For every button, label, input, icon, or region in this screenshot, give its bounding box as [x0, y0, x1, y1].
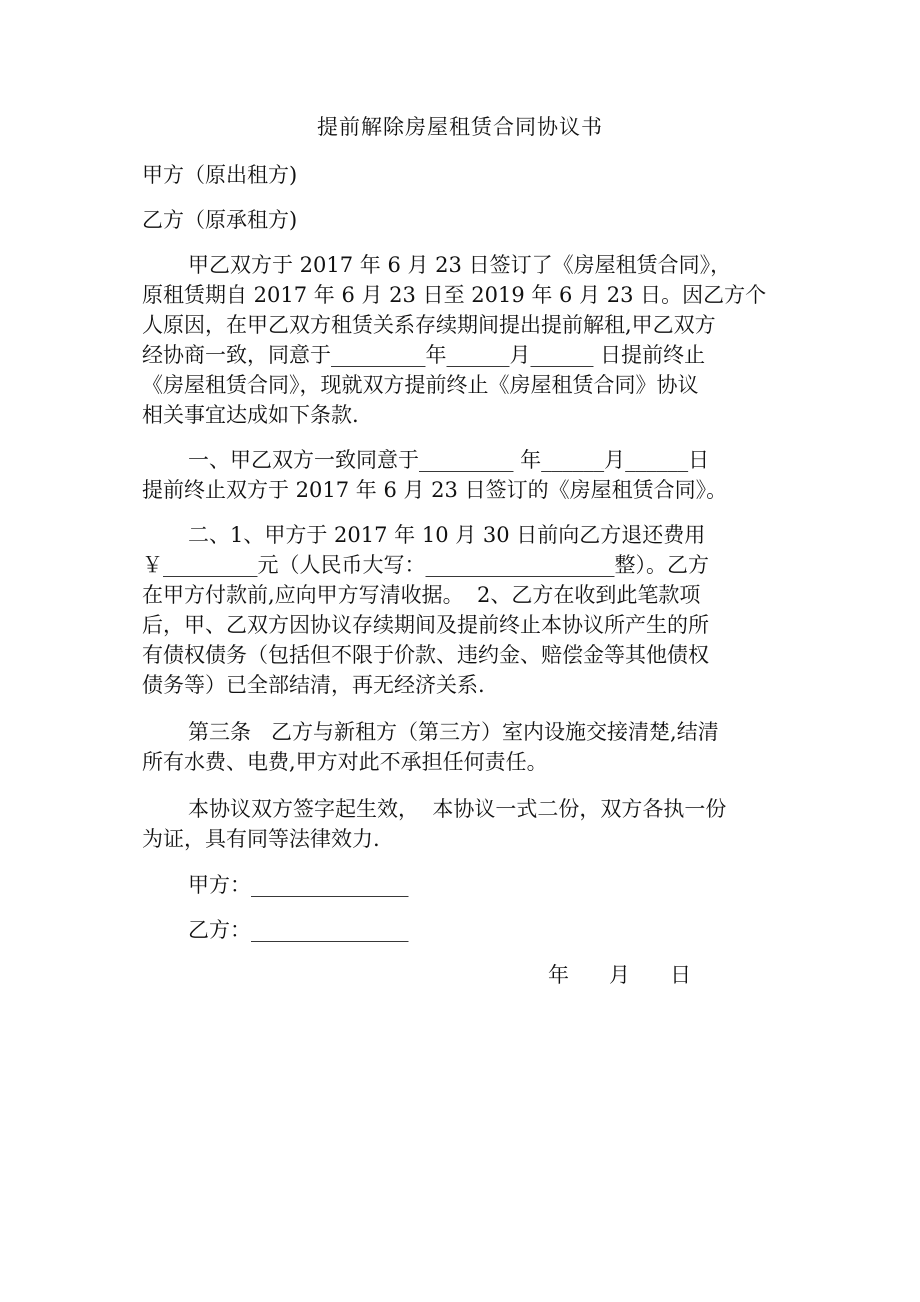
signature-party-b: 乙方：_______________: [188, 918, 409, 942]
signature-party-a: 甲方：_______________: [188, 873, 409, 897]
paragraph-line: 甲乙双方于 2017 年 6 月 23 日签订了《房屋租赁合同》，: [188, 253, 732, 277]
paragraph-line: 人原因，在甲乙双方租赁关系存续期间提出提前解租,甲乙双方: [142, 313, 716, 337]
paragraph-line: 所有水费、电费,甲方对此不承担任何责任。: [142, 750, 548, 774]
paragraph-clause-3: [142, 717, 778, 777]
paragraph-line: 经协商一致，同意于_________年______月______ 日提前终止: [142, 343, 706, 367]
paragraph-line: 提前终止双方于 2017 年 6 月 23 日签订的《房屋租赁合同》。: [142, 478, 728, 502]
paragraph-line: 二、1、甲方于 2017 年 10 月 30 日前向乙方退还费用: [188, 523, 706, 547]
paragraph-line: 有债权债务（包括但不限于价款、违约金、赔偿金等其他债权: [142, 643, 709, 667]
paragraph-clause-1: [142, 445, 778, 505]
paragraph-line: 本协议双方签字起生效， 本协议一式二份，双方各执一份: [188, 797, 727, 821]
paragraph-effect: [142, 794, 778, 854]
paragraph-clause-2: [142, 520, 778, 700]
paragraph-intro: [142, 250, 778, 430]
paragraph-line: 在甲方付款前,应向甲方写清收据。 2、乙方在收到此笔款项: [142, 583, 701, 607]
paragraph-line: 一、甲乙双方一致同意于_________ 年______月______日: [188, 448, 710, 472]
party-b-label: 乙方（原承租方): [142, 208, 298, 232]
signature-date: 年 月 日: [548, 963, 692, 987]
party-a-label: 甲方（原出租方): [142, 163, 298, 187]
paragraph-line: 《房屋租赁合同》，现就双方提前终止《房屋租赁合同》协议: [142, 373, 699, 397]
paragraph-line: 第三条 乙方与新租方（第三方）室内设施交接清楚,结清: [188, 720, 719, 744]
paragraph-line: 相关事宜达成如下条款.: [142, 403, 359, 427]
document-title: 提前解除房屋租赁合同协议书: [317, 115, 603, 139]
paragraph-line: 债务等）已全部结清，再无经济关系.: [142, 673, 485, 697]
paragraph-line: 原租赁期自 2017 年 6 月 23 日至 2019 年 6 月 23 日。因乙方个: [142, 283, 767, 307]
paragraph-line: 后，甲、乙双方因协议存续期间及提前终止本协议所产生的所: [142, 613, 709, 637]
paragraph-line: ￥_________元（人民币大写：__________________整）。乙方: [142, 553, 709, 577]
paragraph-line: 为证，具有同等法律效力.: [142, 827, 380, 851]
